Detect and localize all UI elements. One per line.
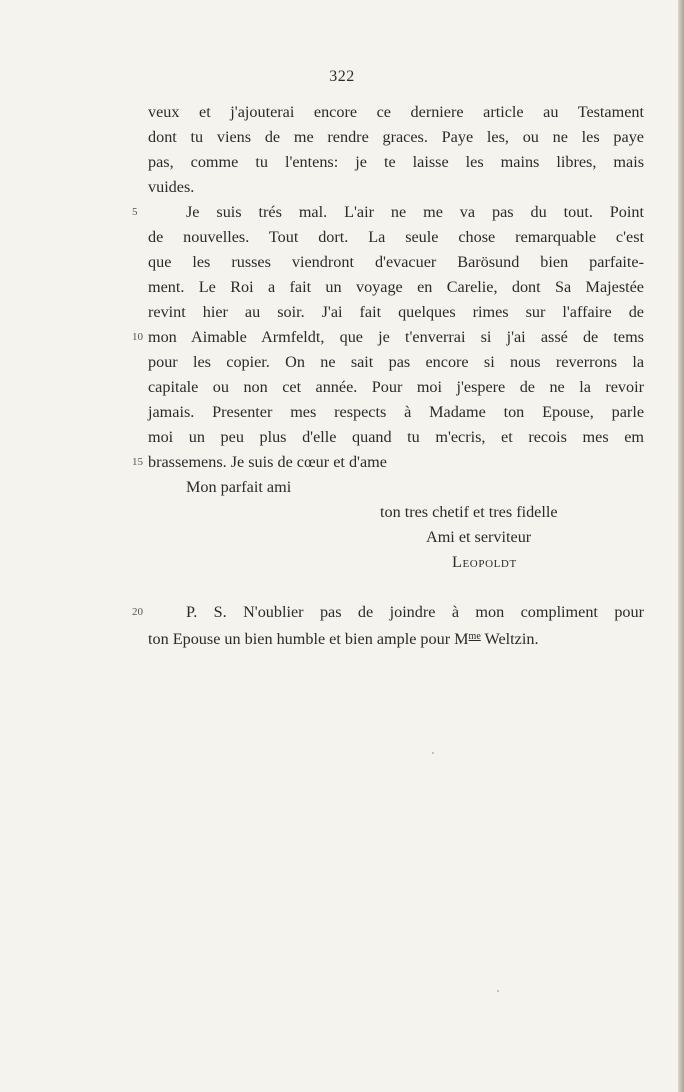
postscript-text: ton Epouse un bien humble et bien ample pour M [148, 630, 469, 648]
text-line: moi un peu plus d'elle quand tu m'ecris, et recois mes em [148, 428, 644, 446]
text-line: dont tu viens de me rendre graces. Paye les, ou ne les paye [148, 128, 644, 146]
text-line: brassemens. Je suis de cœur et d'ame [148, 453, 387, 471]
line-number: 5 [132, 206, 138, 218]
line-number: 10 [132, 331, 143, 343]
text-line: veux et j'ajouterai encore ce derniere article au Testament [148, 103, 644, 121]
text-line: pour les copier. On ne sait pas encore si nous reverrons la [148, 353, 644, 371]
postscript-text: Weltzin. [480, 630, 539, 648]
text-line: Je suis trés mal. L'air ne me va pas du tout. Point [186, 203, 644, 221]
superscript-abbreviation: me [468, 631, 481, 642]
page-number: 322 [329, 68, 355, 85]
closing-line: ton tres chetif et tres fidelle [380, 503, 558, 521]
text-line: vuides. [148, 178, 195, 196]
postscript-line [148, 625, 539, 649]
postscript-line: P. S. N'oublier pas de joindre à mon compliment pour [186, 603, 644, 621]
text-line: mon Aimable Armfeldt, que je t'enverrai si j'ai assé de tems [148, 328, 644, 346]
line-number: 15 [132, 456, 143, 468]
closing-salutation: Mon parfait ami [186, 478, 292, 496]
text-line: pas, comme tu l'entens: je te laisse les mains libres, mais [148, 153, 644, 171]
signature: Leopoldt [452, 553, 517, 571]
text-line: revint hier au soir. J'ai fait quelques rimes sur l'affaire de [148, 303, 644, 321]
line-number: 20 [132, 606, 143, 618]
paper-speck [432, 752, 434, 754]
closing-line: Ami et serviteur [426, 528, 532, 546]
paper-speck [497, 990, 499, 992]
text-line: jamais. Presenter mes respects à Madame ton Epouse, parle [148, 403, 644, 421]
text-line: capitale ou non cet année. Pour moi j'espere de ne la revoir [148, 378, 644, 396]
page-edge [678, 0, 684, 1092]
text-line: de nouvelles. Tout dort. La seule chose remarquable c'est [148, 228, 644, 246]
text-line: ment. Le Roi a fait un voyage en Carelie, dont Sa Majestée [148, 278, 644, 296]
text-line: que les russes viendront d'evacuer Barösund bien parfaite- [148, 253, 644, 271]
